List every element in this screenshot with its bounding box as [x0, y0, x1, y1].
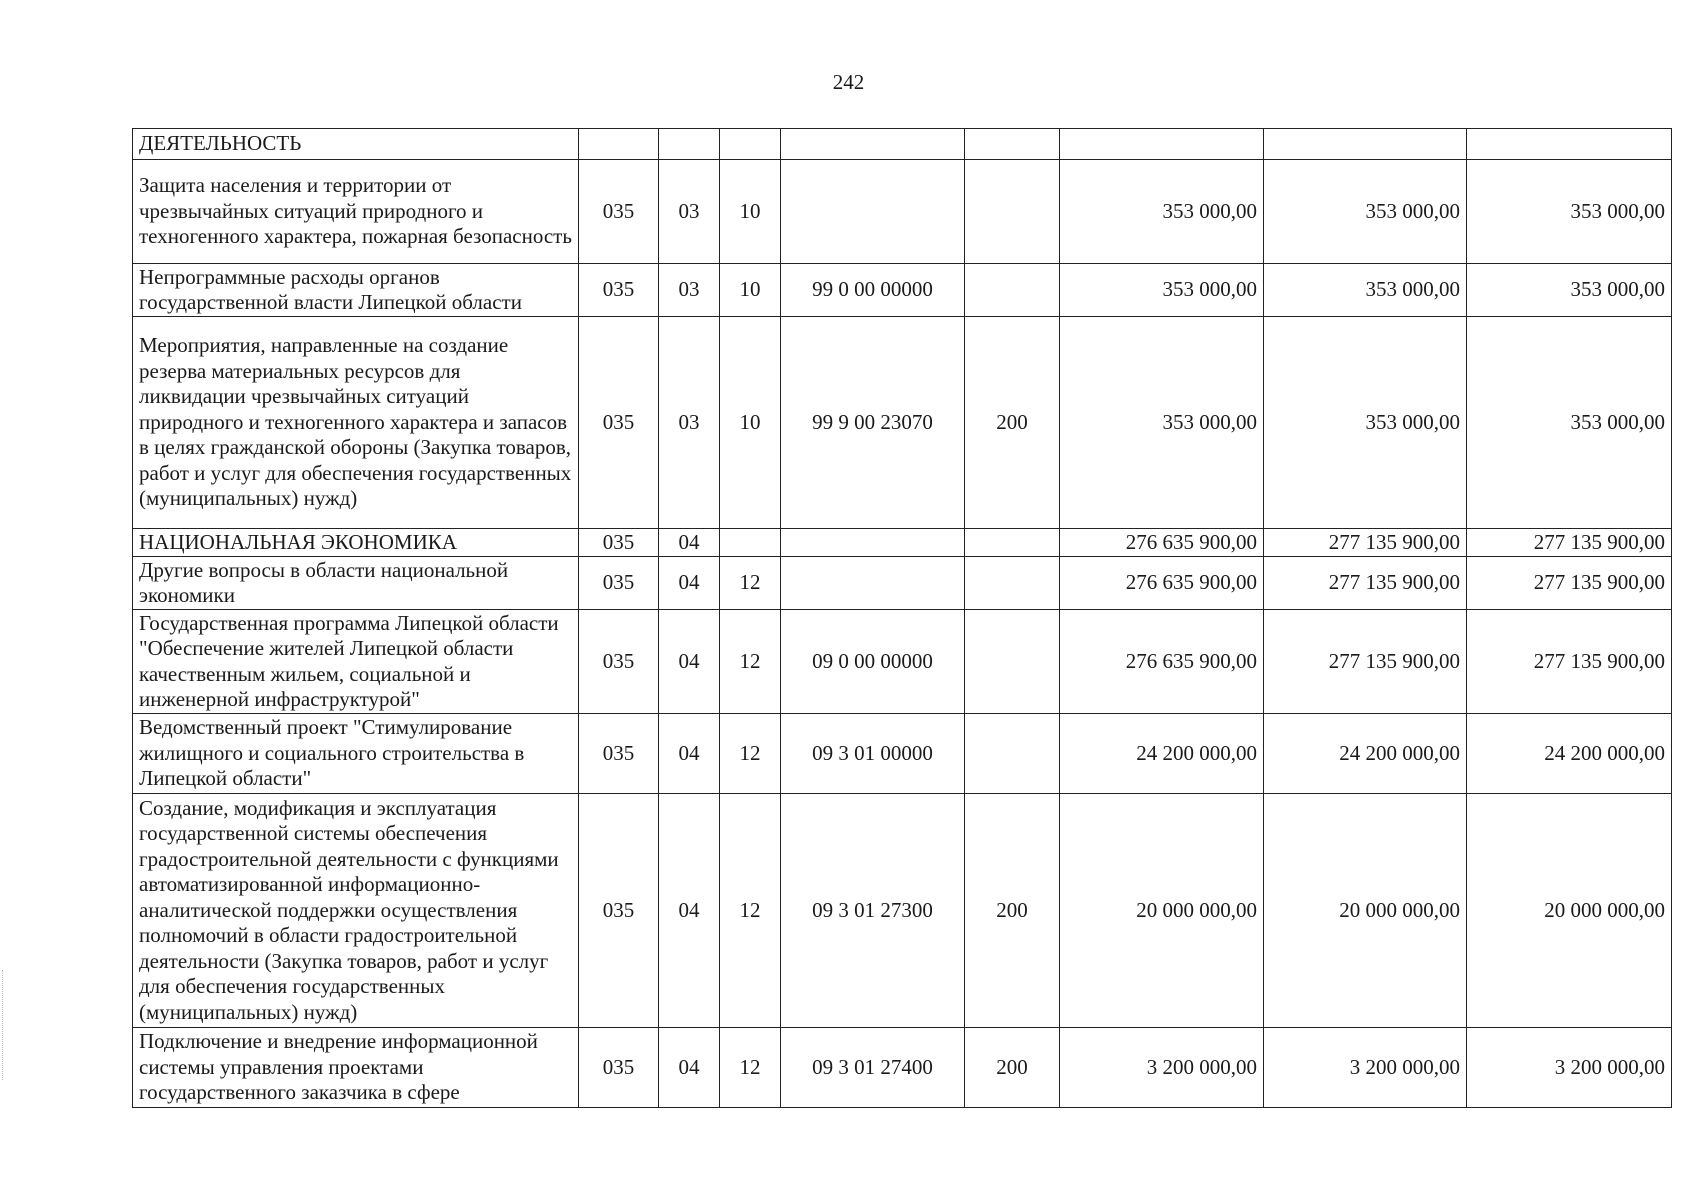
- amount-year2-cell: 24 200 000,00: [1264, 714, 1467, 794]
- amount-year2-cell: 353 000,00: [1264, 264, 1467, 317]
- rz-cell: [659, 129, 720, 160]
- amount-year3-cell: 353 000,00: [1467, 160, 1672, 264]
- amount-year2-cell: 353 000,00: [1264, 317, 1467, 529]
- pr-cell: 12: [720, 1028, 781, 1108]
- amount-year3-cell: 24 200 000,00: [1467, 714, 1672, 794]
- rz-cell: 04: [659, 610, 720, 714]
- row-name-cell: Государственная программа Липецкой области "Обеспечение жителей Липецкой области качественным жильем, социальной и инженерной инфраструктурой": [133, 610, 579, 714]
- table-row: [133, 317, 1672, 529]
- ved-cell: 035: [579, 1028, 659, 1108]
- amount-year2-cell: 3 200 000,00: [1264, 1028, 1467, 1108]
- csr-cell: [781, 529, 965, 557]
- csr-cell: 09 3 01 00000: [781, 714, 965, 794]
- amount-year3-cell: 277 135 900,00: [1467, 557, 1672, 610]
- vr-cell: [965, 714, 1060, 794]
- vr-cell: [965, 610, 1060, 714]
- row-name-cell: Ведомственный проект "Стимулирование жилищного и социального строительства в Липецкой области": [133, 714, 579, 794]
- amount-year3-cell: 3 200 000,00: [1467, 1028, 1672, 1108]
- row-name-cell: Подключение и внедрение информационной системы управления проектами государственного заказчика в сфере: [133, 1028, 579, 1108]
- pr-cell: 10: [720, 160, 781, 264]
- pr-cell: [720, 129, 781, 160]
- rz-cell: 03: [659, 317, 720, 529]
- scan-edge-mark: [2, 970, 5, 1080]
- rz-cell: 03: [659, 264, 720, 317]
- csr-cell: [781, 129, 965, 160]
- amount-year1-cell: 353 000,00: [1060, 264, 1264, 317]
- table-row: [133, 610, 1672, 714]
- pr-cell: 10: [720, 317, 781, 529]
- ved-cell: 035: [579, 714, 659, 794]
- csr-cell: 99 0 00 00000: [781, 264, 965, 317]
- ved-cell: 035: [579, 529, 659, 557]
- rz-cell: 03: [659, 160, 720, 264]
- csr-cell: 09 3 01 27400: [781, 1028, 965, 1108]
- amount-year1-cell: 276 635 900,00: [1060, 557, 1264, 610]
- pr-cell: 12: [720, 557, 781, 610]
- pr-cell: 12: [720, 714, 781, 794]
- vr-cell: [965, 529, 1060, 557]
- amount-year2-cell: 277 135 900,00: [1264, 557, 1467, 610]
- ved-cell: 035: [579, 557, 659, 610]
- row-name-cell: Другие вопросы в области национальной экономики: [133, 557, 579, 610]
- amount-year1-cell: 353 000,00: [1060, 160, 1264, 264]
- amount-year1-cell: 20 000 000,00: [1060, 794, 1264, 1028]
- vr-cell: [965, 160, 1060, 264]
- amount-year1-cell: 24 200 000,00: [1060, 714, 1264, 794]
- ved-cell: 035: [579, 264, 659, 317]
- ved-cell: [579, 129, 659, 160]
- csr-cell: [781, 557, 965, 610]
- table-row: [133, 714, 1672, 794]
- page-number: 242: [832, 70, 865, 94]
- vr-cell: [965, 264, 1060, 317]
- row-name-cell: Создание, модификация и эксплуатация государственной системы обеспечения градостроительной деятельности с функциями автоматизированной информационно-аналитической поддержки осуществления полномочий в области градостроительной деятельности (Закупка товаров, работ и услуг для обеспечения государственных (муниципальных) нужд): [133, 794, 579, 1028]
- vr-cell: 200: [965, 317, 1060, 529]
- table-row: [133, 160, 1672, 264]
- amount-year1-cell: 353 000,00: [1060, 317, 1264, 529]
- amount-year2-cell: 20 000 000,00: [1264, 794, 1467, 1028]
- amount-year2-cell: 353 000,00: [1264, 160, 1467, 264]
- rz-cell: 04: [659, 557, 720, 610]
- amount-year3-cell: [1467, 129, 1672, 160]
- table-row: [133, 264, 1672, 317]
- amount-year2-cell: 277 135 900,00: [1264, 610, 1467, 714]
- row-name-cell: Защита населения и территории от чрезвычайных ситуаций природного и техногенного характера, пожарная безопасность: [133, 160, 579, 264]
- row-name-cell: ДЕЯТЕЛЬНОСТЬ: [133, 129, 579, 160]
- ved-cell: 035: [579, 160, 659, 264]
- amount-year3-cell: 277 135 900,00: [1467, 529, 1672, 557]
- table-row: [133, 557, 1672, 610]
- pr-cell: 12: [720, 794, 781, 1028]
- pr-cell: 10: [720, 264, 781, 317]
- table-row: [133, 1028, 1672, 1108]
- amount-year3-cell: 20 000 000,00: [1467, 794, 1672, 1028]
- table-row: [133, 529, 1672, 557]
- rz-cell: 04: [659, 1028, 720, 1108]
- amount-year2-cell: [1264, 129, 1467, 160]
- amount-year3-cell: 277 135 900,00: [1467, 610, 1672, 714]
- amount-year1-cell: 276 635 900,00: [1060, 610, 1264, 714]
- rz-cell: 04: [659, 794, 720, 1028]
- amount-year3-cell: 353 000,00: [1467, 264, 1672, 317]
- ved-cell: 035: [579, 317, 659, 529]
- amount-year3-cell: 353 000,00: [1467, 317, 1672, 529]
- vr-cell: [965, 557, 1060, 610]
- csr-cell: 99 9 00 23070: [781, 317, 965, 529]
- row-name-cell: Мероприятия, направленные на создание резерва материальных ресурсов для ликвидации чрезвычайных ситуаций природного и техногенного характера и запасов в целях гражданской обороны (Закупка товаров, работ и услуг для обеспечения государственных (муниципальных) нужд): [133, 317, 579, 529]
- amount-year2-cell: 277 135 900,00: [1264, 529, 1467, 557]
- rz-cell: 04: [659, 529, 720, 557]
- pr-cell: 12: [720, 610, 781, 714]
- vr-cell: 200: [965, 1028, 1060, 1108]
- rz-cell: 04: [659, 714, 720, 794]
- table-row: [133, 794, 1672, 1028]
- amount-year1-cell: 3 200 000,00: [1060, 1028, 1264, 1108]
- table-row: [133, 129, 1672, 160]
- row-name-cell: НАЦИОНАЛЬНАЯ ЭКОНОМИКА: [133, 529, 579, 557]
- row-name-cell: Непрограммные расходы органов государственной власти Липецкой области: [133, 264, 579, 317]
- csr-cell: 09 3 01 27300: [781, 794, 965, 1028]
- amount-year1-cell: 276 635 900,00: [1060, 529, 1264, 557]
- csr-cell: [781, 160, 965, 264]
- amount-year1-cell: [1060, 129, 1264, 160]
- ved-cell: 035: [579, 794, 659, 1028]
- ved-cell: 035: [579, 610, 659, 714]
- vr-cell: [965, 129, 1060, 160]
- pr-cell: [720, 529, 781, 557]
- vr-cell: 200: [965, 794, 1060, 1028]
- csr-cell: 09 0 00 00000: [781, 610, 965, 714]
- budget-table: [132, 128, 1672, 1108]
